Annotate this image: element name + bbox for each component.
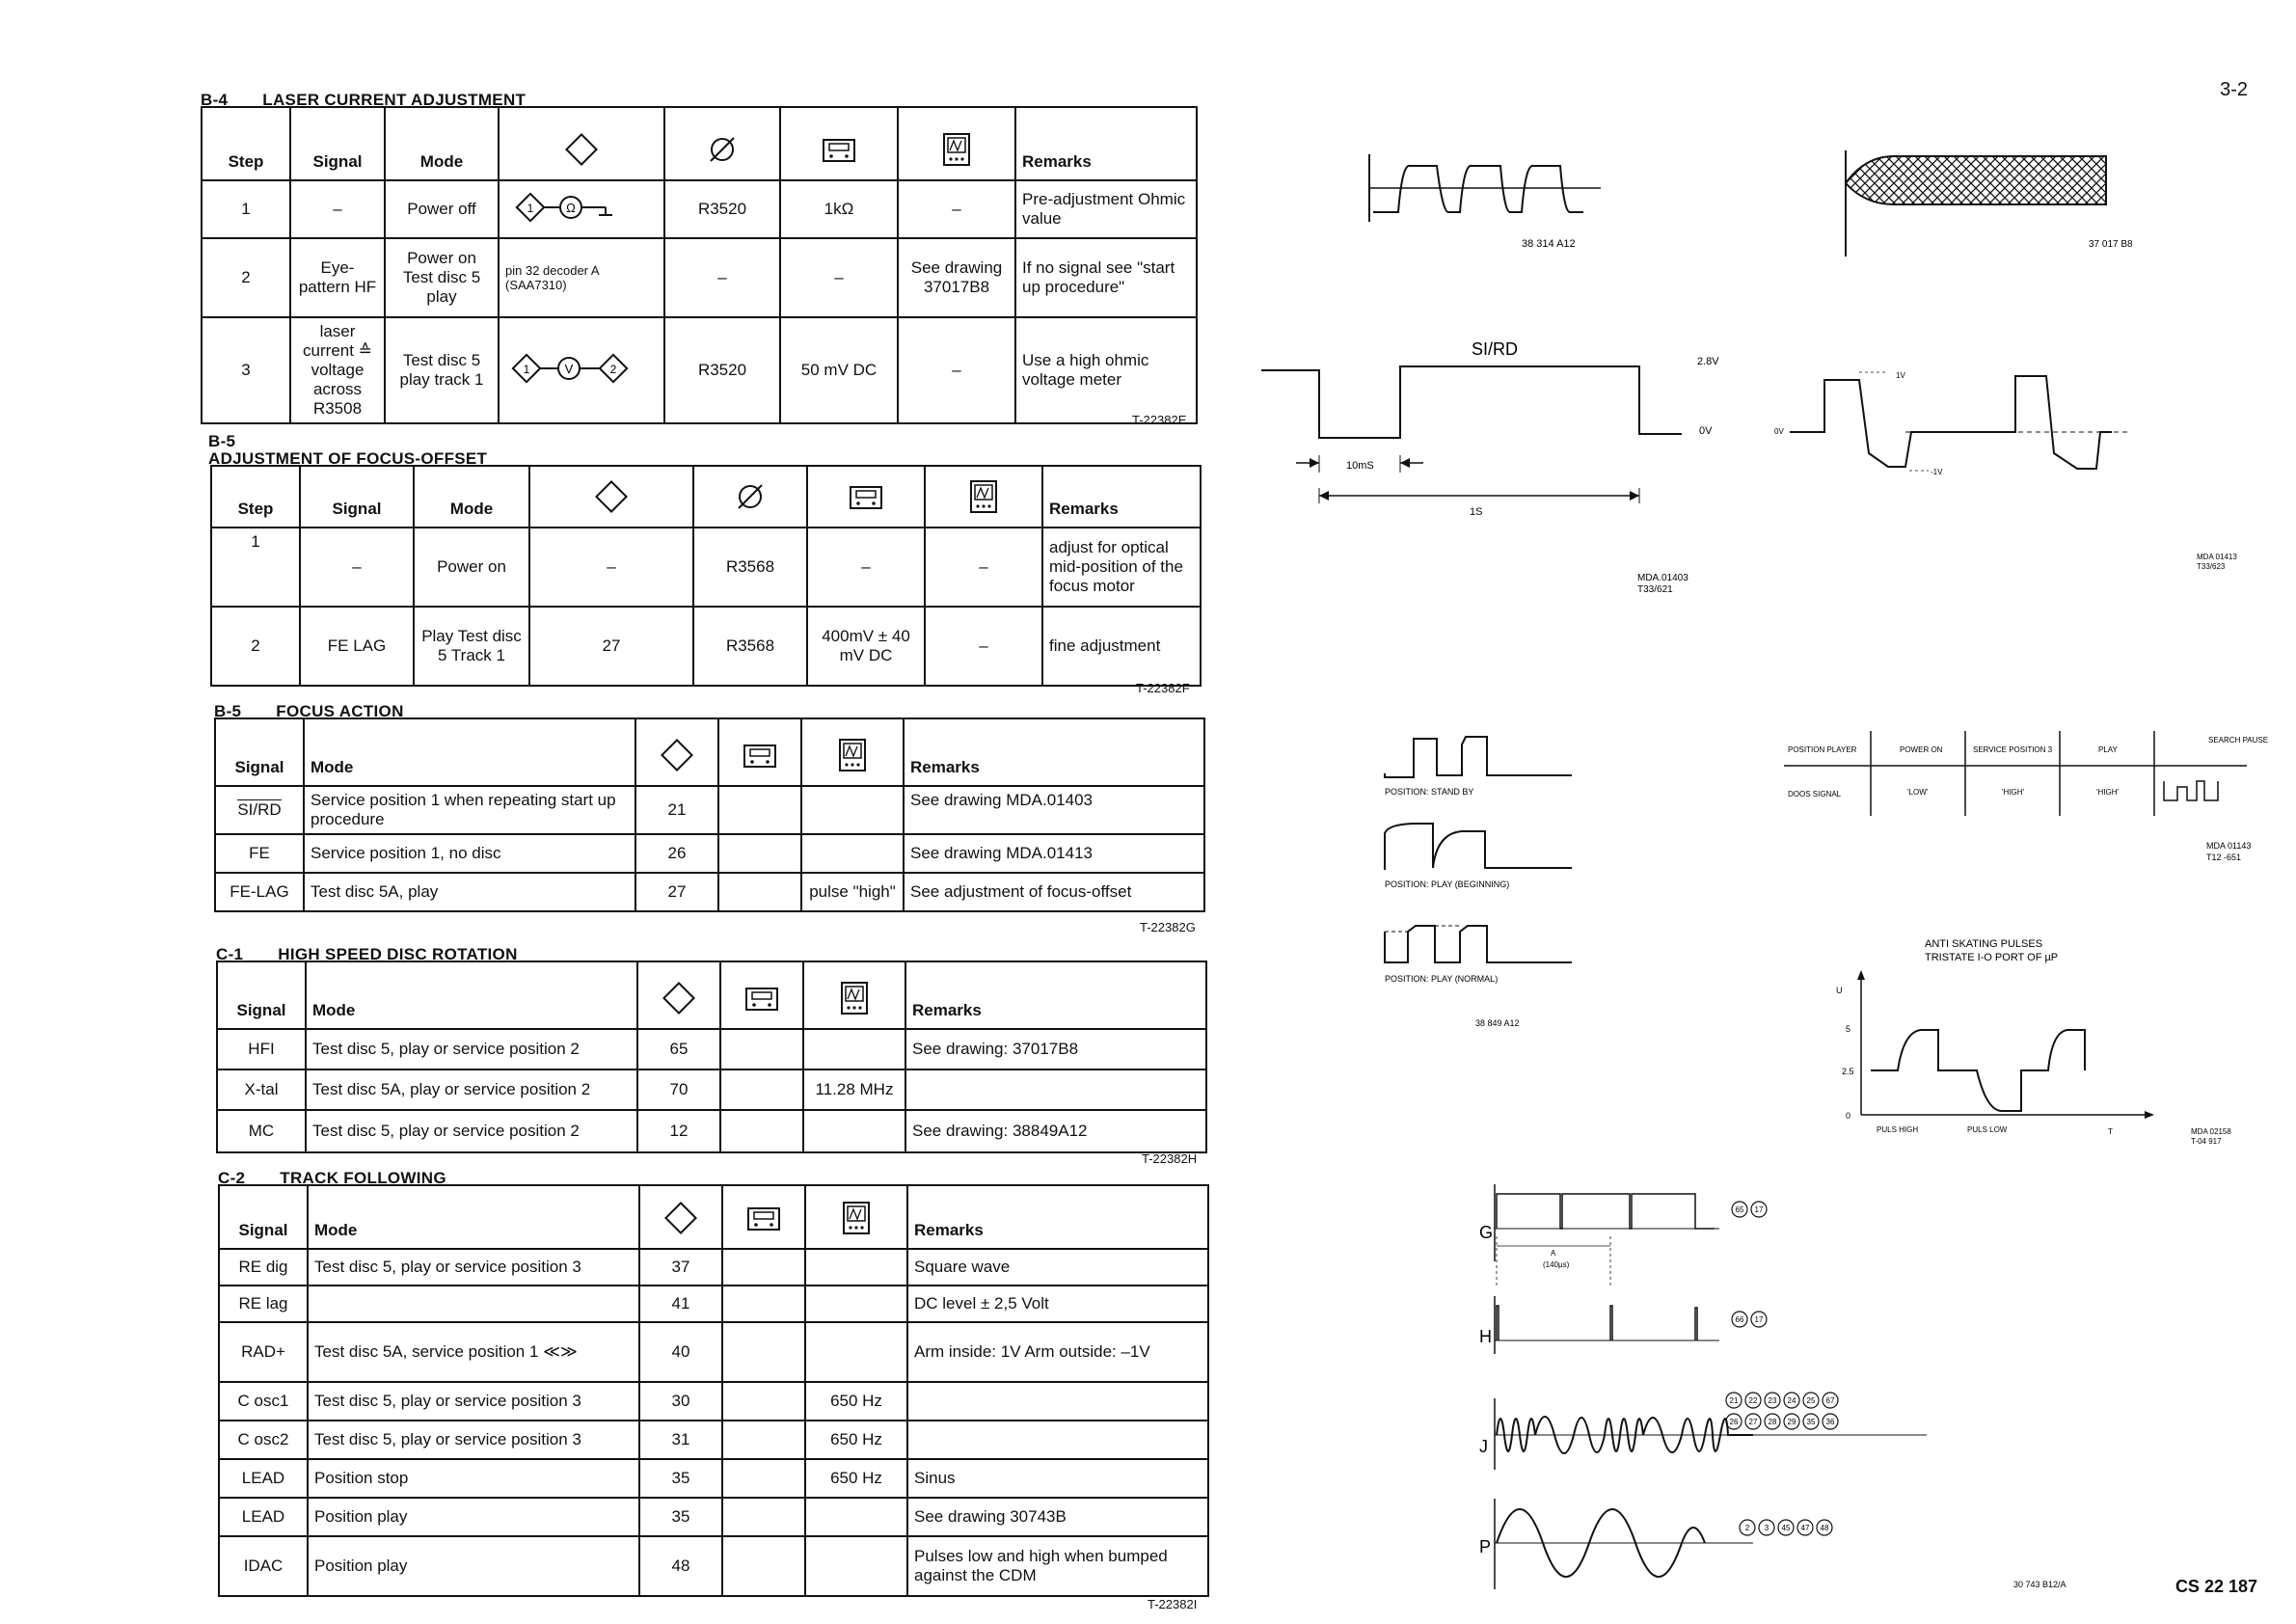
cell-remarks: See drawing: 38849A12 [905, 1110, 1206, 1152]
drawing-header: SEARCH PAUSE [2208, 736, 2269, 744]
voltage-connection-icon [499, 317, 664, 423]
section-title-text: HIGH SPEED DISC ROTATION [278, 945, 518, 963]
drawing-title: TRISTATE I-O PORT OF µP [1925, 952, 2059, 963]
table-row [217, 1110, 1206, 1152]
cell-mode: Power on [414, 528, 529, 607]
cell-scope [805, 1286, 907, 1322]
drawing-mda-01143 [1774, 727, 2269, 872]
pin-label: 25 [1806, 1396, 1816, 1405]
pin-label: 2 [1744, 1524, 1750, 1532]
svg-text:1: 1 [523, 362, 530, 376]
drawing-time-label: 1S [1470, 506, 1483, 518]
cell-meter [718, 834, 801, 873]
cell-mode [308, 1286, 639, 1322]
cell-conn: 40 [639, 1322, 722, 1382]
cell-meter [722, 1536, 805, 1596]
col-remarks: Remarks [907, 1185, 1208, 1249]
drawing-header: POWER ON [1900, 745, 1943, 754]
section-code: C-2 [218, 1169, 246, 1187]
cell-signal: X-tal [217, 1069, 306, 1110]
cell-meter: – [807, 528, 925, 607]
cell-signal: – [290, 180, 385, 238]
table-b4 [201, 106, 1198, 424]
pin-label: 17 [1754, 1205, 1764, 1214]
drawing-37017-b8 [1836, 145, 2154, 260]
cell-pot: R3568 [693, 528, 807, 607]
cell-meter: 400mV ± 40 mV DC [807, 607, 925, 686]
cell-conn: 27 [635, 873, 718, 911]
col-signal: Signal [217, 961, 306, 1029]
col-signal: Signal [215, 718, 304, 786]
cell-mode: Test disc 5, play or service position 3 [308, 1421, 639, 1459]
col-signal: Signal [219, 1185, 308, 1249]
svg-text:Ω: Ω [566, 200, 576, 215]
table-ref: T-22382E [1132, 413, 1187, 427]
table-row [219, 1249, 1208, 1286]
pin-label: 35 [1806, 1418, 1816, 1426]
cell-scope: – [925, 607, 1042, 686]
table-row [215, 834, 1204, 873]
cell-scope: – [925, 528, 1042, 607]
drawing-label: (140µs) [1543, 1260, 1570, 1269]
multimeter-icon [718, 718, 801, 786]
cell-meter [722, 1421, 805, 1459]
table-ref: T-22382H [1142, 1151, 1198, 1166]
cell-scope [801, 834, 904, 873]
cell-signal: Eye-pattern HF [290, 238, 385, 317]
table-row [219, 1382, 1208, 1421]
section-code: C-1 [216, 945, 244, 963]
cell-signal: FE [215, 834, 304, 873]
cell-meter: – [780, 238, 898, 317]
document-code: CS 22 187 [2174, 1577, 2257, 1596]
cell-remarks: fine adjustment [1042, 607, 1201, 686]
cell-conn: pin 32 decoder A (SAA7310) [499, 238, 664, 317]
cell-remarks: DC level ± 2,5 Volt [907, 1286, 1208, 1322]
multimeter-icon [722, 1185, 805, 1249]
cell-conn: 65 [637, 1029, 720, 1069]
oscilloscope-icon [805, 1185, 907, 1249]
cell-mode: Test disc 5, play or service position 3 [308, 1382, 639, 1421]
cell-signal: FE LAG [300, 607, 414, 686]
drawing-ref: T-04 917 [2191, 1137, 2222, 1146]
drawing-ref: MDA 02158 [2191, 1127, 2231, 1136]
cell-pot: R3520 [664, 180, 780, 238]
drawing-label: POSITION: PLAY (BEGINNING) [1385, 880, 1510, 889]
cell-scope [803, 1029, 905, 1069]
drawing-30743-b12 [1473, 1180, 2168, 1595]
table-row [215, 786, 1204, 834]
cell-mode: Test disc 5 play track 1 [385, 317, 499, 423]
drawing-tick: 2.5 [1842, 1067, 1854, 1076]
pin-label: 21 [1729, 1396, 1739, 1405]
cell-remarks [907, 1421, 1208, 1459]
cell-remarks [907, 1382, 1208, 1421]
cell-remarks: See drawing MDA.01403 [904, 786, 1204, 834]
cell-scope: 650 Hz [805, 1382, 907, 1421]
pin-label: 29 [1787, 1418, 1796, 1426]
col-step: Step [202, 107, 290, 180]
drawing-mda-02158 [1832, 932, 2256, 1153]
drawing-axis-label: U [1836, 986, 1843, 995]
cell-mode: Power off [385, 180, 499, 238]
cell-step: 2 [211, 607, 300, 686]
pin-label: 48 [1820, 1524, 1829, 1532]
drawing-tick: 5 [1846, 1024, 1851, 1034]
col-remarks: Remarks [904, 718, 1204, 786]
cell-signal: laser current ≙ voltage across R3508 [290, 317, 385, 423]
cell-meter [718, 786, 801, 834]
drawing-value: 'LOW' [1907, 788, 1929, 797]
cell-remarks: If no signal see "start up procedure" [1015, 238, 1197, 317]
table-b5a [210, 465, 1202, 687]
drawing-header: POSITION PLAYER [1788, 745, 1857, 754]
cell-pot: R3520 [664, 317, 780, 423]
cell-mode: Test disc 5, play or service position 2 [306, 1029, 637, 1069]
multimeter-icon [807, 466, 925, 528]
cell-remarks: Arm inside: 1V Arm outside: –1V [907, 1322, 1208, 1382]
table-row [219, 1421, 1208, 1459]
cell-signal: RE lag [219, 1286, 308, 1322]
drawing-ref: MDA.01403 [1637, 573, 1688, 583]
drawing-38314-a12 [1360, 145, 1610, 260]
cell-mode: Test disc 5, play or service position 2 [306, 1110, 637, 1152]
table-row [217, 1029, 1206, 1069]
potentiometer-icon [664, 107, 780, 180]
pin-label: 45 [1781, 1524, 1791, 1532]
multimeter-icon [780, 107, 898, 180]
col-mode: Mode [308, 1185, 639, 1249]
table-b5b [214, 717, 1205, 912]
drawing-signal-label: P [1479, 1537, 1492, 1556]
cell-meter [718, 873, 801, 911]
table-row [219, 1322, 1208, 1382]
cell-conn: 35 [639, 1459, 722, 1498]
cell-meter [722, 1498, 805, 1536]
cell-signal [215, 786, 304, 834]
cell-signal: LEAD [219, 1459, 308, 1498]
pin-label: 23 [1768, 1396, 1777, 1405]
table-ref: T-22382G [1140, 920, 1196, 934]
drawing-mda-01413 [1765, 361, 2247, 582]
cell-step: 1 [202, 180, 290, 238]
cell-conn: 37 [639, 1249, 722, 1286]
diamond-icon [529, 466, 693, 528]
cell-step: 1 [211, 528, 300, 607]
drawing-voltage-label: 1V [1896, 371, 1905, 380]
cell-scope: 650 Hz [805, 1459, 907, 1498]
cell-remarks: Use a high ohmic voltage meter [1015, 317, 1197, 423]
cell-signal: LEAD [219, 1498, 308, 1536]
table-row [219, 1536, 1208, 1596]
cell-conn: 31 [639, 1421, 722, 1459]
cell-scope [805, 1536, 907, 1596]
cell-meter [722, 1286, 805, 1322]
drawing-voltage-label: 0V [1699, 425, 1713, 437]
cell-signal: MC [217, 1110, 306, 1152]
section-title-text: TRACK FOLLOWING [280, 1169, 446, 1187]
cell-scope: – [898, 180, 1015, 238]
diamond-icon [639, 1185, 722, 1249]
cell-meter [722, 1382, 805, 1421]
pin-label: 27 [1748, 1418, 1758, 1426]
oscilloscope-icon [925, 466, 1042, 528]
svg-text:1: 1 [527, 201, 534, 215]
signal-text: SI/RD [237, 800, 282, 819]
cell-conn: 12 [637, 1110, 720, 1152]
pin-label: 28 [1768, 1418, 1777, 1426]
cell-signal: C osc1 [219, 1382, 308, 1421]
drawing-title [1472, 339, 1518, 359]
cell-scope: 11.28 MHz [803, 1069, 905, 1110]
potentiometer-icon [693, 466, 807, 528]
drawing-label: PULS HIGH [1877, 1125, 1919, 1134]
table-row [215, 873, 1204, 911]
cell-mode: Test disc 5, play or service position 3 [308, 1249, 639, 1286]
cell-mode: Test disc 5A, service position 1 ≪≫ [308, 1322, 639, 1382]
cell-mode: Test disc 5A, play [304, 873, 635, 911]
pin-label: 67 [1825, 1396, 1835, 1405]
cell-remarks: See drawing: 37017B8 [905, 1029, 1206, 1069]
section-title-text: FOCUS ACTION [276, 702, 404, 720]
table-row [219, 1498, 1208, 1536]
pin-label: 17 [1754, 1315, 1764, 1324]
drawing-signal-label: J [1479, 1437, 1488, 1456]
drawing-ref: T33/621 [1637, 584, 1673, 595]
table-row [211, 607, 1201, 686]
oscilloscope-icon [898, 107, 1015, 180]
col-mode: Mode [306, 961, 637, 1029]
drawing-ref: 38 314 A12 [1522, 238, 1576, 250]
section-code: B-4 [201, 91, 229, 109]
cell-scope: pulse "high" [801, 873, 904, 911]
cell-scope [805, 1249, 907, 1286]
oscilloscope-icon [801, 718, 904, 786]
cell-remarks: adjust for optical mid-position of the focus motor [1042, 528, 1201, 607]
drawing-ref: T12 -651 [2206, 853, 2242, 862]
drawing-voltage-label: 0V [1774, 427, 1784, 436]
cell-scope: – [898, 317, 1015, 423]
cell-mode: Play Test disc 5 Track 1 [414, 607, 529, 686]
cell-scope [805, 1498, 907, 1536]
cell-remarks [905, 1069, 1206, 1110]
cell-scope [803, 1110, 905, 1152]
cell-meter [722, 1249, 805, 1286]
drawing-title-text: SI/RD [1472, 339, 1519, 359]
cell-conn: 27 [529, 607, 693, 686]
cell-step: 3 [202, 317, 290, 423]
table-row [219, 1286, 1208, 1322]
drawing-header: PLAY [2098, 745, 2118, 754]
table-c2 [218, 1184, 1209, 1597]
cell-remarks: Sinus [907, 1459, 1208, 1498]
cell-mode: Power on Test disc 5 play [385, 238, 499, 317]
cell-meter [720, 1069, 803, 1110]
cell-signal: – [300, 528, 414, 607]
cell-remarks: See drawing 30743B [907, 1498, 1208, 1536]
pin-label: 24 [1787, 1396, 1796, 1405]
drawing-time-label: 10mS [1346, 460, 1374, 472]
drawing-ref: MDA 01413 [2197, 553, 2237, 561]
drawing-ref: MDA 01143 [2206, 841, 2252, 851]
cell-conn: 35 [639, 1498, 722, 1536]
section-code: B-5 [214, 702, 242, 720]
pin-label: 3 [1764, 1524, 1769, 1532]
cell-conn: 21 [635, 786, 718, 834]
table-ref: T-22382F [1136, 681, 1190, 695]
drawing-header: SERVICE POSITION 3 [1973, 745, 2053, 754]
drawing-label: POSITION: PLAY (NORMAL) [1385, 974, 1499, 984]
table-row [217, 1069, 1206, 1110]
cell-mode: Position play [308, 1536, 639, 1596]
cell-mode: Service position 1, no disc [304, 834, 635, 873]
diamond-icon [499, 107, 664, 180]
cell-conn: 26 [635, 834, 718, 873]
drawing-label: A [1551, 1249, 1556, 1258]
table-ref: T-22382I [1148, 1597, 1198, 1611]
cell-signal: C osc2 [219, 1421, 308, 1459]
cell-signal: RAD+ [219, 1322, 308, 1382]
drawing-signal-label: H [1479, 1327, 1492, 1346]
drawing-signal-label: G [1479, 1223, 1494, 1242]
svg-text:2: 2 [609, 362, 617, 376]
table-c1 [216, 961, 1207, 1153]
diamond-icon [637, 961, 720, 1029]
cell-scope [805, 1322, 907, 1382]
multimeter-icon [720, 961, 803, 1029]
drawing-value: 'HIGH' [2002, 788, 2025, 797]
section-title-b5a: ADJUSTMENT OF FOCUS-OFFSET [208, 449, 488, 468]
cell-meter: 50 mV DC [780, 317, 898, 423]
pin-label: 65 [1735, 1205, 1744, 1214]
drawing-tick: 0 [1846, 1111, 1851, 1121]
cell-remarks: Pulses low and high when bumped against the CDM [907, 1536, 1208, 1596]
cell-scope [801, 786, 904, 834]
oscilloscope-icon [803, 961, 905, 1029]
drawing-voltage-label: 2.8V [1697, 356, 1719, 367]
cell-scope: See drawing 37017B8 [898, 238, 1015, 317]
pin-label: 26 [1729, 1418, 1739, 1426]
col-mode: Mode [414, 466, 529, 528]
col-remarks: Remarks [1015, 107, 1197, 180]
cell-remarks: See adjustment of focus-offset [904, 873, 1204, 911]
table-row [219, 1459, 1208, 1498]
table-row [202, 238, 1197, 317]
cell-conn: 30 [639, 1382, 722, 1421]
col-signal: Signal [290, 107, 385, 180]
svg-text:V: V [564, 361, 574, 376]
drawing-label: POSITION: STAND BY [1385, 787, 1474, 797]
col-mode: Mode [385, 107, 499, 180]
drawing-voltage-label: -1V [1931, 468, 1943, 476]
pin-label: 66 [1735, 1315, 1744, 1324]
drawing-row-label: DOOS SIGNAL [1788, 790, 1842, 798]
cell-remarks: See drawing MDA.01413 [904, 834, 1204, 873]
pin-label: 36 [1825, 1418, 1835, 1426]
col-remarks: Remarks [1042, 466, 1201, 528]
cell-remarks: Square wave [907, 1249, 1208, 1286]
ohm-connection-icon [499, 180, 664, 238]
cell-remarks: Pre-adjustment Ohmic value [1015, 180, 1197, 238]
drawing-ref: 38 849 A12 [1475, 1018, 1520, 1028]
table-row [202, 180, 1197, 238]
cell-conn: – [529, 528, 693, 607]
drawing-axis-label: T [2108, 1127, 2113, 1136]
cell-meter [720, 1110, 803, 1152]
cell-meter [722, 1322, 805, 1382]
cell-signal: RE dig [219, 1249, 308, 1286]
drawing-ref: 37 017 B8 [2089, 239, 2133, 250]
drawing-label: PULS LOW [1967, 1125, 2008, 1134]
cell-mode: Test disc 5A, play or service position 2 [306, 1069, 637, 1110]
col-remarks: Remarks [905, 961, 1206, 1029]
drawing-ref: T33/623 [2197, 562, 2226, 571]
cell-signal: IDAC [219, 1536, 308, 1596]
cell-step: 2 [202, 238, 290, 317]
cell-mode: Position stop [308, 1459, 639, 1498]
drawing-ref: 30 743 B12/A [2013, 1580, 2066, 1589]
section-title-text: LASER CURRENT ADJUSTMENT [262, 91, 527, 109]
cell-signal: HFI [217, 1029, 306, 1069]
drawing-value: 'HIGH' [2096, 788, 2120, 797]
pin-label: 47 [1800, 1524, 1810, 1532]
cell-mode: Position play [308, 1498, 639, 1536]
cell-meter [722, 1459, 805, 1498]
drawing-title: ANTI SKATING PULSES [1925, 938, 2043, 950]
table-row [211, 528, 1201, 607]
cell-pot: R3568 [693, 607, 807, 686]
cell-conn: 48 [639, 1536, 722, 1596]
table-row [202, 317, 1197, 423]
cell-scope: 650 Hz [805, 1421, 907, 1459]
cell-conn: 41 [639, 1286, 722, 1322]
col-step: Step [211, 466, 300, 528]
drawing-38849-a12 [1379, 729, 1601, 1038]
col-signal: Signal [300, 466, 414, 528]
page-number: 3-2 [2220, 79, 2248, 100]
cell-meter: 1kΩ [780, 180, 898, 238]
drawing-mda-01403 [1257, 332, 1719, 602]
cell-pot: – [664, 238, 780, 317]
cell-signal: FE-LAG [215, 873, 304, 911]
cell-meter [720, 1029, 803, 1069]
col-mode: Mode [304, 718, 635, 786]
pin-label: 22 [1748, 1396, 1758, 1405]
diamond-icon [635, 718, 718, 786]
section-code-b5a: B-5 [208, 432, 236, 450]
cell-mode: Service position 1 when repeating start up procedure [304, 786, 635, 834]
cell-conn: 70 [637, 1069, 720, 1110]
